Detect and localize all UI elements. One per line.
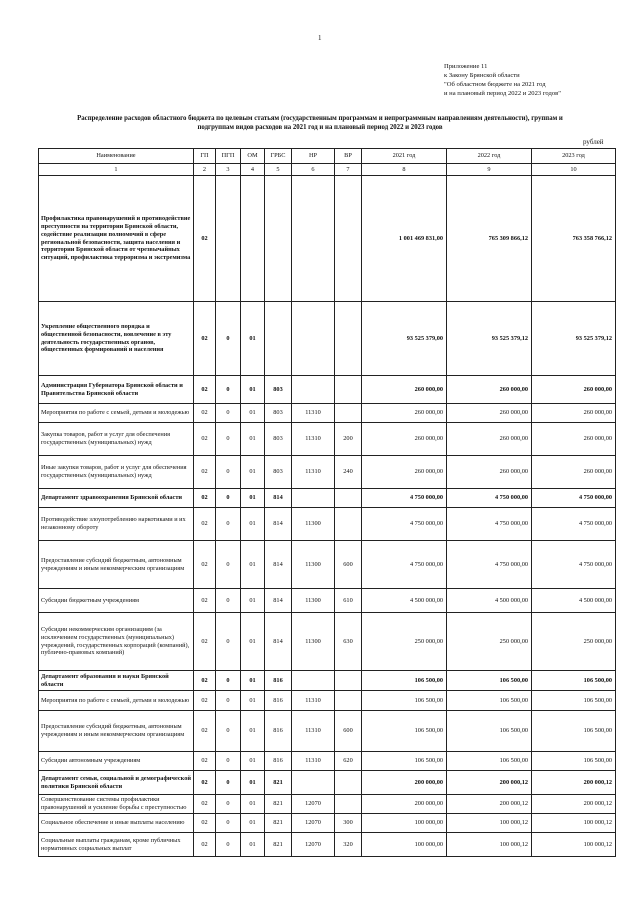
cell-vr: 320	[335, 833, 362, 857]
cell-2022: 260 000,00	[447, 423, 532, 456]
cell-name: Субсидии автономным учреждениям	[39, 752, 194, 771]
cell-2022: 4 500 000,00	[447, 589, 532, 613]
appendix-line: Приложение 11	[444, 63, 488, 70]
table-body	[39, 176, 616, 857]
cell-vr	[335, 176, 362, 302]
cell-om: 01	[241, 833, 265, 857]
cell-2022: 100 000,12	[447, 814, 532, 833]
cell-2022: 4 750 000,00	[447, 489, 532, 508]
cell-nr: 12070	[292, 814, 335, 833]
cell-2023: 260 000,00	[532, 404, 616, 423]
cell-name: Укрепление общественного порядка и общественной безопасности, вовлечение в эту деятельность государственных органов, общественных формирований и населения	[39, 302, 194, 376]
cell-2021: 250 000,00	[362, 613, 447, 671]
cell-pgp: 0	[216, 589, 241, 613]
appendix-line: к Закону Брянской области	[444, 72, 520, 79]
column-number: 6	[292, 164, 335, 176]
cell-name: Администрация Губернатора Брянской области и Правительства Брянской области	[39, 376, 194, 404]
appendix-note	[444, 62, 561, 98]
cell-grbs: 803	[265, 423, 292, 456]
cell-om: 01	[241, 771, 265, 795]
header-pgp: ПГП	[216, 149, 241, 164]
table-row	[39, 489, 616, 508]
cell-grbs: 814	[265, 541, 292, 589]
cell-2021: 4 750 000,00	[362, 541, 447, 589]
cell-2022: 260 000,00	[447, 376, 532, 404]
cell-vr	[335, 489, 362, 508]
cell-vr: 630	[335, 613, 362, 671]
cell-grbs: 803	[265, 376, 292, 404]
cell-om: 01	[241, 795, 265, 814]
cell-pgp	[216, 176, 241, 302]
cell-om: 01	[241, 711, 265, 752]
cell-gp: 02	[194, 404, 216, 423]
cell-2023: 100 000,12	[532, 833, 616, 857]
cell-nr: 11310	[292, 456, 335, 489]
cell-vr: 600	[335, 541, 362, 589]
table-row	[39, 541, 616, 589]
cell-nr	[292, 671, 335, 691]
cell-name: Совершенствование системы профилактики правонарушений и усиление борьбы с преступностью	[39, 795, 194, 814]
table-row	[39, 176, 616, 302]
cell-nr: 11300	[292, 541, 335, 589]
cell-2023: 260 000,00	[532, 423, 616, 456]
cell-2023: 4 750 000,00	[532, 489, 616, 508]
cell-nr: 11310	[292, 423, 335, 456]
table-row	[39, 404, 616, 423]
cell-2023: 260 000,00	[532, 456, 616, 489]
cell-pgp: 0	[216, 833, 241, 857]
cell-om: 01	[241, 508, 265, 541]
cell-nr: 11310	[292, 691, 335, 711]
cell-om: 01	[241, 752, 265, 771]
table-row	[39, 671, 616, 691]
cell-nr: 12070	[292, 833, 335, 857]
cell-nr: 11310	[292, 752, 335, 771]
cell-gp: 02	[194, 541, 216, 589]
cell-gp: 02	[194, 711, 216, 752]
cell-pgp: 0	[216, 771, 241, 795]
cell-2022: 200 000,12	[447, 771, 532, 795]
cell-vr	[335, 691, 362, 711]
cell-name: Противодействие злоупотреблению наркотиками и их незаконному обороту	[39, 508, 194, 541]
table-row	[39, 711, 616, 752]
cell-grbs: 821	[265, 795, 292, 814]
header-gp: ГП	[194, 149, 216, 164]
table-row	[39, 613, 616, 671]
cell-pgp: 0	[216, 711, 241, 752]
cell-grbs: 821	[265, 833, 292, 857]
cell-nr	[292, 489, 335, 508]
cell-gp: 02	[194, 814, 216, 833]
cell-2022: 4 750 000,00	[447, 508, 532, 541]
cell-name: Предоставление субсидий бюджетным, автономным учреждениям и иным некоммерческим организациям	[39, 711, 194, 752]
budget-table	[38, 148, 616, 857]
header-om: ОМ	[241, 149, 265, 164]
cell-nr	[292, 771, 335, 795]
cell-gp: 02	[194, 613, 216, 671]
cell-2023: 260 000,00	[532, 376, 616, 404]
cell-nr	[292, 176, 335, 302]
cell-grbs	[265, 302, 292, 376]
column-number: 10	[532, 164, 616, 176]
header-2023: 2023 год	[532, 149, 616, 164]
cell-pgp: 0	[216, 541, 241, 589]
table-row	[39, 771, 616, 795]
cell-vr	[335, 671, 362, 691]
cell-om: 01	[241, 691, 265, 711]
cell-2022: 106 500,00	[447, 691, 532, 711]
cell-gp: 02	[194, 771, 216, 795]
cell-2022: 260 000,00	[447, 456, 532, 489]
cell-vr	[335, 795, 362, 814]
cell-2022: 106 500,00	[447, 671, 532, 691]
column-number: 8	[362, 164, 447, 176]
cell-grbs: 803	[265, 456, 292, 489]
cell-pgp: 0	[216, 456, 241, 489]
cell-om: 01	[241, 302, 265, 376]
cell-2021: 100 000,00	[362, 833, 447, 857]
column-number: 1	[39, 164, 194, 176]
cell-gp: 02	[194, 508, 216, 541]
cell-2023: 106 500,00	[532, 691, 616, 711]
cell-2023: 763 358 766,12	[532, 176, 616, 302]
table-row	[39, 456, 616, 489]
cell-2023: 106 500,00	[532, 711, 616, 752]
cell-2022: 4 750 000,00	[447, 541, 532, 589]
cell-om: 01	[241, 456, 265, 489]
cell-2021: 93 525 379,00	[362, 302, 447, 376]
cell-name: Мероприятия по работе с семьей, детьми и молодежью	[39, 691, 194, 711]
cell-name: Департамент здравоохранения Брянской области	[39, 489, 194, 508]
cell-gp: 02	[194, 671, 216, 691]
column-number: 4	[241, 164, 265, 176]
cell-2023: 250 000,00	[532, 613, 616, 671]
cell-name: Департамент семьи, социальной и демографической политики Брянской области	[39, 771, 194, 795]
cell-name: Субсидии некоммерческим организациям (за исключением государственных (муниципальных) учреждений, государственных корпораций (компаний), публично-правовых компаний)	[39, 613, 194, 671]
cell-2021: 1 001 469 831,00	[362, 176, 447, 302]
cell-grbs: 821	[265, 771, 292, 795]
cell-2021: 260 000,00	[362, 423, 447, 456]
cell-name: Субсидии бюджетным учреждениям	[39, 589, 194, 613]
appendix-line: и на плановый период 2022 и 2023 годов"	[444, 90, 561, 97]
cell-vr: 300	[335, 814, 362, 833]
cell-nr	[292, 376, 335, 404]
cell-2021: 106 500,00	[362, 711, 447, 752]
cell-om: 01	[241, 404, 265, 423]
cell-2021: 106 500,00	[362, 691, 447, 711]
cell-name: Мероприятия по работе с семьей, детьми и молодежью	[39, 404, 194, 423]
cell-gp: 02	[194, 691, 216, 711]
cell-om	[241, 176, 265, 302]
cell-gp: 02	[194, 489, 216, 508]
table-row	[39, 423, 616, 456]
cell-gp: 02	[194, 589, 216, 613]
cell-2023: 106 500,00	[532, 752, 616, 771]
cell-pgp: 0	[216, 404, 241, 423]
cell-gp: 02	[194, 456, 216, 489]
document-title	[40, 114, 600, 132]
cell-grbs	[265, 176, 292, 302]
table-row	[39, 814, 616, 833]
cell-2022: 260 000,00	[447, 404, 532, 423]
page-number: 1	[318, 34, 322, 42]
table-row	[39, 795, 616, 814]
cell-2021: 4 750 000,00	[362, 508, 447, 541]
column-number: 5	[265, 164, 292, 176]
cell-grbs: 816	[265, 752, 292, 771]
cell-nr: 11300	[292, 613, 335, 671]
cell-gp: 02	[194, 302, 216, 376]
cell-vr: 620	[335, 752, 362, 771]
cell-2023: 4 500 000,00	[532, 589, 616, 613]
cell-2022: 765 309 866,12	[447, 176, 532, 302]
column-number: 7	[335, 164, 362, 176]
cell-nr: 12070	[292, 795, 335, 814]
cell-2023: 4 750 000,00	[532, 508, 616, 541]
cell-2022: 93 525 379,12	[447, 302, 532, 376]
cell-2021: 100 000,00	[362, 814, 447, 833]
cell-om: 01	[241, 589, 265, 613]
cell-2022: 200 000,12	[447, 795, 532, 814]
cell-grbs: 816	[265, 691, 292, 711]
cell-name: Иные закупки товаров, работ и услуг для обеспечения государственных (муниципальных) нужд	[39, 456, 194, 489]
cell-gp: 02	[194, 795, 216, 814]
cell-grbs: 816	[265, 711, 292, 752]
cell-2023: 106 500,00	[532, 671, 616, 691]
cell-2023: 200 000,12	[532, 795, 616, 814]
cell-gp: 02	[194, 423, 216, 456]
cell-pgp: 0	[216, 691, 241, 711]
cell-vr	[335, 508, 362, 541]
table-row	[39, 589, 616, 613]
cell-pgp: 0	[216, 613, 241, 671]
cell-name: Закупка товаров, работ и услуг для обеспечения государственных (муниципальных) нужд	[39, 423, 194, 456]
cell-2021: 260 000,00	[362, 404, 447, 423]
cell-vr: 610	[335, 589, 362, 613]
cell-pgp: 0	[216, 795, 241, 814]
cell-om: 01	[241, 541, 265, 589]
cell-vr	[335, 376, 362, 404]
table-row	[39, 691, 616, 711]
cell-vr	[335, 302, 362, 376]
cell-gp: 02	[194, 833, 216, 857]
cell-grbs: 814	[265, 489, 292, 508]
header-name: Наименование	[39, 149, 194, 164]
cell-grbs: 803	[265, 404, 292, 423]
cell-2021: 4 500 000,00	[362, 589, 447, 613]
appendix-line: "Об областном бюджете на 2021 год	[444, 81, 546, 88]
cell-om: 01	[241, 489, 265, 508]
cell-2022: 106 500,00	[447, 711, 532, 752]
cell-name: Департамент образования и науки Брянской области	[39, 671, 194, 691]
cell-pgp: 0	[216, 508, 241, 541]
table-row	[39, 508, 616, 541]
units-label: рублей	[583, 138, 604, 146]
cell-grbs: 821	[265, 814, 292, 833]
cell-gp: 02	[194, 752, 216, 771]
cell-grbs: 816	[265, 671, 292, 691]
cell-2021: 260 000,00	[362, 376, 447, 404]
cell-om: 01	[241, 423, 265, 456]
cell-pgp: 0	[216, 752, 241, 771]
cell-vr: 600	[335, 711, 362, 752]
cell-nr: 11310	[292, 404, 335, 423]
column-number-row	[39, 164, 616, 176]
cell-2021: 106 500,00	[362, 752, 447, 771]
title-line: подгруппам видов расходов на 2021 год и на плановый период 2022 и 2023 годов	[197, 124, 443, 131]
cell-pgp: 0	[216, 302, 241, 376]
cell-name: Социальное обеспечение и иные выплаты населению	[39, 814, 194, 833]
cell-vr	[335, 771, 362, 795]
header-2022: 2022 год	[447, 149, 532, 164]
table-row	[39, 302, 616, 376]
cell-gp: 02	[194, 376, 216, 404]
cell-pgp: 0	[216, 423, 241, 456]
cell-vr	[335, 404, 362, 423]
cell-om: 01	[241, 671, 265, 691]
header-2021: 2021 год	[362, 149, 447, 164]
cell-nr	[292, 302, 335, 376]
cell-nr: 11300	[292, 589, 335, 613]
column-number: 2	[194, 164, 216, 176]
table-row	[39, 376, 616, 404]
cell-grbs: 814	[265, 589, 292, 613]
cell-2022: 100 000,12	[447, 833, 532, 857]
cell-2023: 200 000,12	[532, 771, 616, 795]
table-row	[39, 752, 616, 771]
cell-2021: 200 000,00	[362, 771, 447, 795]
table-row	[39, 833, 616, 857]
cell-nr: 11300	[292, 508, 335, 541]
cell-pgp: 0	[216, 489, 241, 508]
cell-2021: 260 000,00	[362, 456, 447, 489]
cell-2023: 93 525 379,12	[532, 302, 616, 376]
cell-gp: 02	[194, 176, 216, 302]
cell-vr: 200	[335, 423, 362, 456]
title-line: Распределение расходов областного бюджета по целевым статьям (государственным программам и непрограммным направлениям деятельности), группам и	[77, 115, 563, 122]
cell-2023: 4 750 000,00	[532, 541, 616, 589]
cell-2023: 100 000,12	[532, 814, 616, 833]
cell-pgp: 0	[216, 814, 241, 833]
column-number: 9	[447, 164, 532, 176]
cell-pgp: 0	[216, 671, 241, 691]
cell-2021: 4 750 000,00	[362, 489, 447, 508]
cell-2021: 200 000,00	[362, 795, 447, 814]
cell-om: 01	[241, 613, 265, 671]
cell-pgp: 0	[216, 376, 241, 404]
cell-2022: 106 500,00	[447, 752, 532, 771]
cell-name: Профилактика правонарушений и противодействие преступности на территории Брянской области, содействие реализации полномочий в сфере региональной безопасности, защита населения и территории Брянской области от чрезвычайных ситуаций, профилактика терроризма и экстремизма	[39, 176, 194, 302]
cell-vr: 240	[335, 456, 362, 489]
table-header-row	[39, 149, 616, 164]
header-grbs: ГРБС	[265, 149, 292, 164]
column-number: 3	[216, 164, 241, 176]
cell-2022: 250 000,00	[447, 613, 532, 671]
cell-grbs: 814	[265, 508, 292, 541]
cell-name: Социальные выплаты гражданам, кроме публичных нормативных социальных выплат	[39, 833, 194, 857]
header-vr: ВР	[335, 149, 362, 164]
cell-nr: 11310	[292, 711, 335, 752]
cell-om: 01	[241, 814, 265, 833]
cell-2021: 106 500,00	[362, 671, 447, 691]
cell-grbs: 814	[265, 613, 292, 671]
cell-name: Предоставление субсидий бюджетным, автономным учреждениям и иным некоммерческим организациям	[39, 541, 194, 589]
cell-om: 01	[241, 376, 265, 404]
header-nr: НР	[292, 149, 335, 164]
